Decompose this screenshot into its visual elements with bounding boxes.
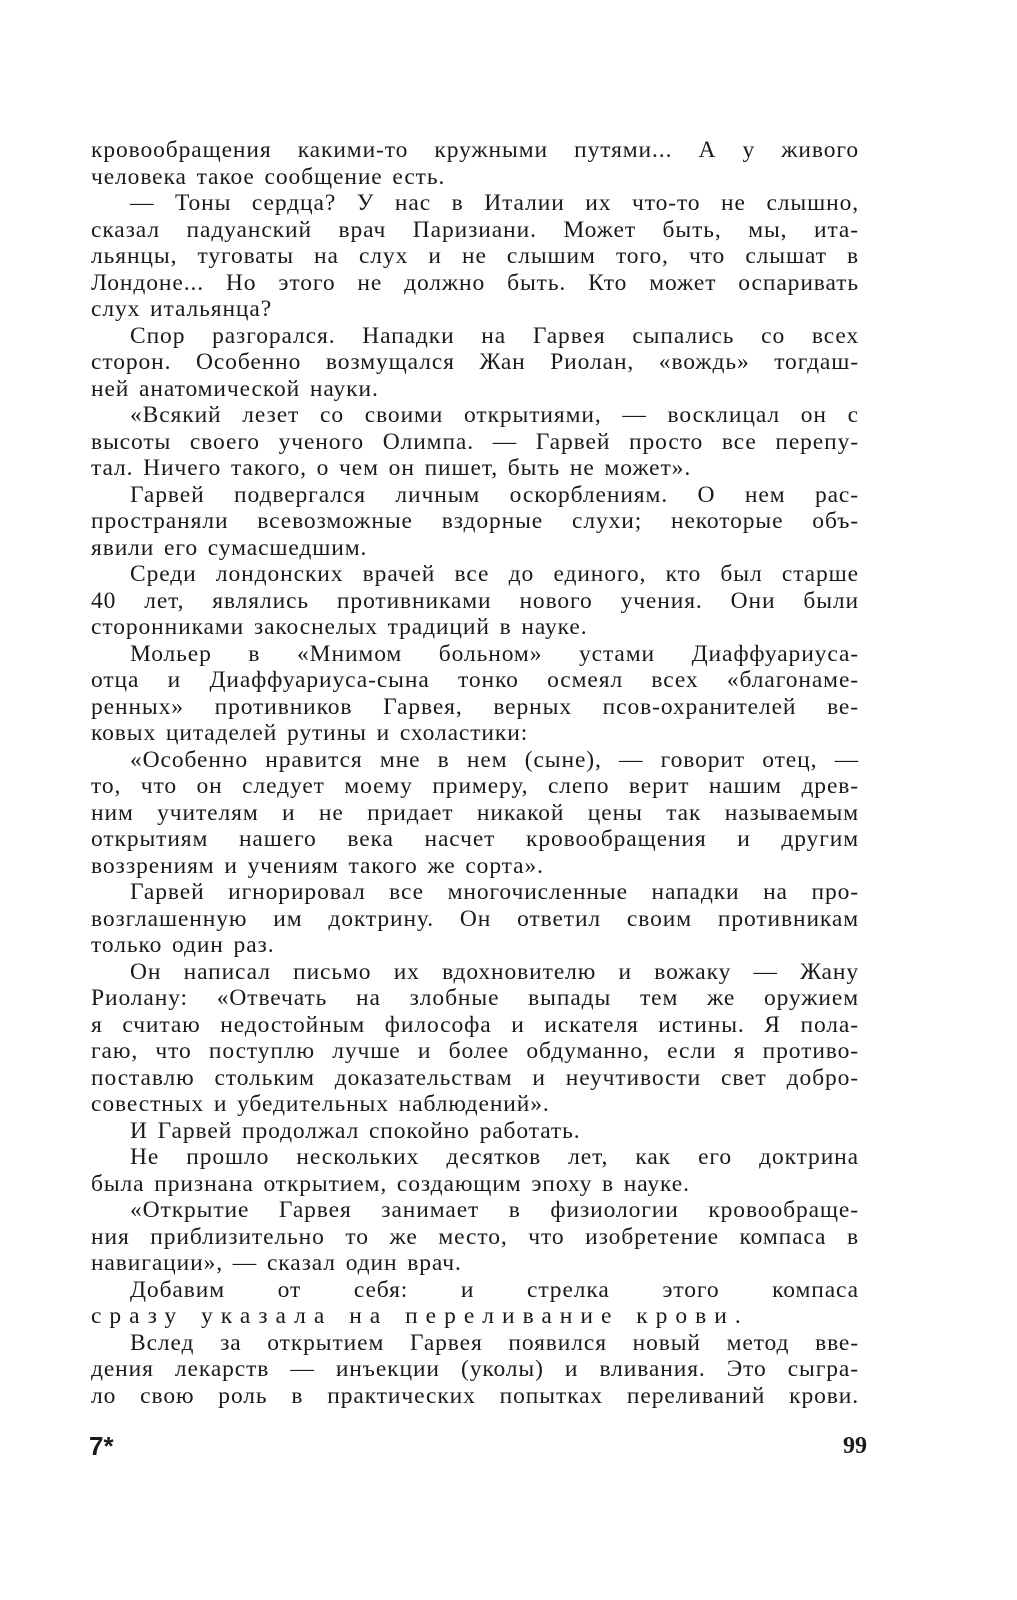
text-line: «Всякий лезет со своими открытиями, — восклицал он с: [130, 402, 859, 428]
page-number: 99: [843, 1433, 867, 1459]
text-line: высоты своего ученого Олимпа. — Гарвей просто все перепу-: [91, 428, 859, 455]
text-line: гаю, что поступлю лучше и более обдуманно, если я противо-: [91, 1038, 859, 1064]
text-line: Гарвей подвергался личным оскорблениям. О нем рас-: [130, 481, 859, 508]
text-line: ренных» противников Гарвея, верных псов-охранителей ве-: [91, 693, 859, 720]
text-line: возглашенную им доктрину. Он ответил своим противникам: [91, 905, 859, 932]
text-line: была признана открытием, создающим эпоху в науке.: [91, 1170, 690, 1197]
text-line: слух итальянца?: [91, 296, 273, 322]
signature-mark: 7*: [89, 1431, 114, 1461]
text-line: ния приблизительно то же место, что изобретение компаса в: [91, 1223, 859, 1250]
text-line: я считаю недостойным философа и искателя истины. Я пола-: [91, 1011, 859, 1038]
text-line: только один раз.: [91, 932, 275, 958]
text-line: Добавим от себя: и стрелка этого компаса: [130, 1276, 859, 1303]
text-line: — Тоны сердца? У нас в Италии их что-то не слышно,: [130, 190, 859, 216]
text-line: Не прошло нескольких десятков лет, как его доктрина: [130, 1144, 859, 1170]
text-line: Он написал письмо их вдохновителю и вожаку — Жану: [130, 958, 859, 985]
text-line: Мольер в «Мнимом больном» устами Диаффуариуса-: [130, 640, 859, 667]
text-line: кровообращения какими-то кружными путями... А у живого: [91, 137, 859, 163]
text-line: воззрениям и учениям такого же сорта».: [91, 852, 544, 879]
text-line: И Гарвей продолжал спокойно работать.: [130, 1117, 581, 1144]
text-line: 40 лет, являлись противниками нового учения. Они были: [91, 587, 859, 614]
text-line: Вслед за открытием Гарвея появился новый метод вве-: [130, 1329, 859, 1356]
text-line: сразу указала на переливание крови.: [91, 1303, 749, 1329]
text-line: льянцы, туговаты на слух и не слышим того, что слышат в: [91, 243, 859, 269]
text-line: «Особенно нравится мне в нем (сыне), — говорит отец, —: [130, 746, 859, 773]
text-line: Риолану: «Отвечать на злобные выпады тем же оружием: [91, 985, 859, 1011]
text-line: ло свою роль в практических попытках переливаний крови.: [91, 1382, 859, 1409]
text-line: ковых цитаделей рутины и схоластики:: [91, 720, 529, 746]
text-line: отца и Диаффуариуса-сына тонко осмеял всех «благонаме-: [91, 667, 859, 693]
text-line: поставлю стольким доказательствам и неучтивости свет добро-: [91, 1064, 859, 1091]
text-line: человека такое сообщение есть.: [91, 163, 446, 190]
text-line: совестных и убедительных наблюдений».: [91, 1091, 550, 1117]
text-line: открытиям нашего века насчет кровообращения и другим: [91, 826, 859, 852]
text-line: тал. Ничего такого, о чем он пишет, быть не может».: [91, 455, 692, 481]
text-line: навигации», — сказал один врач.: [91, 1250, 462, 1276]
text-line: сказал падуанский врач Паризиани. Может быть, мы, ита-: [91, 216, 859, 243]
text-line: дения лекарств — инъекции (уколы) и вливания. Это сыгра-: [91, 1356, 859, 1382]
text-line: явили его сумасшедшим.: [91, 534, 368, 561]
text-line: сторонниками закоснелых традиций в науке.: [91, 614, 588, 640]
page-text: [91, 137, 859, 1409]
text-line: сторон. Особенно возмущался Жан Риолан, «вождь» тогдаш-: [91, 349, 859, 375]
text-line: Спор разгорался. Нападки на Гарвея сыпались со всех: [130, 322, 859, 349]
text-line: Среди лондонских врачей все до единого, кто был старше: [130, 561, 859, 587]
text-line: Гарвей игнорировал все многочисленные нападки на про-: [130, 879, 859, 905]
text-line: «Открытие Гарвея занимает в физиологии кровообраще-: [130, 1197, 859, 1223]
text-line: ней анатомической науки.: [91, 375, 379, 402]
text-line: ним учителям и не придает никакой цены так называемым: [91, 799, 859, 826]
text-line: пространяли всевозможные вздорные слухи; некоторые объ-: [91, 508, 859, 534]
text-line: Лондоне... Но этого не должно быть. Кто может оспаривать: [91, 269, 859, 296]
text-line: то, что он следует моему примеру, слепо верит нашим древ-: [91, 773, 859, 799]
